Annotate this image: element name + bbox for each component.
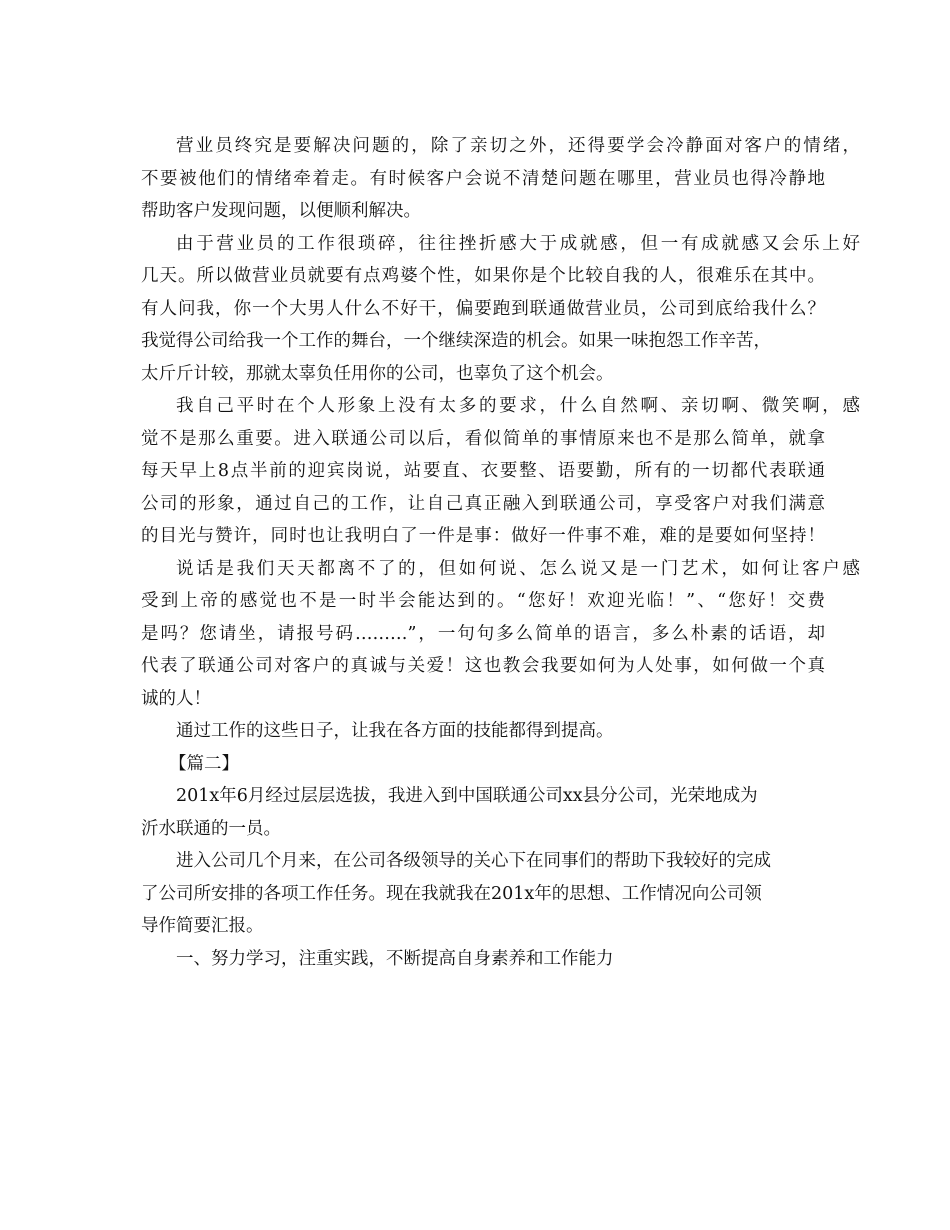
- text-line: 每天早上8点半前的迎宾岗说，站要直、衣要整、语要勤，所有的一切都代表联通: [141, 461, 825, 481]
- text-line: 有人问我，你一个大男人什么不好干，偏要跑到联通做营业员，公司到底给我什么？: [141, 298, 825, 319]
- text-line: 了公司所安排的各项工作任务。现在我就我在201x年的思想、工作情况向公司领: [141, 883, 762, 904]
- text-line: 营业员终究是要解决问题的，除了亲切之外，还得要学会冷静面对客户的情绪，: [176, 136, 860, 156]
- text-line: 觉不是那么重要。进入联通公司以后，看似简单的事情原来也不是那么简单，就拿: [141, 428, 825, 449]
- text-line: 帮助客户发现问题，以便顺利解决。: [141, 201, 421, 221]
- text-line: 几天。所以做营业员就要有点鸡婆个性，如果你是个比较自我的人，很难乐在其中。: [141, 266, 825, 286]
- text-line: 由于营业员的工作很琐碎，往往挫折感大于成就感，但一有成就感又会乐上好: [176, 233, 860, 254]
- document-body: [141, 130, 860, 975]
- section-heading: 【篇二】: [169, 753, 239, 774]
- text-line: 的目光与赞许，同时也让我明白了一件是事：做好一件事不难，难的是要如何坚持！: [141, 526, 825, 546]
- text-line: 导作简要汇报。: [141, 916, 264, 936]
- text-line: 是吗？您请坐，请报号码………”，一句句多么简单的语言，多么朴素的话语，却: [141, 623, 825, 644]
- text-line: 通过工作的这些日子，让我在各方面的技能都得到提高。: [176, 721, 614, 741]
- text-line: 诚的人！: [141, 688, 211, 709]
- text-line: 代表了联通公司对客户的真诚与关爱！这也教会我要如何为人处事，如何做一个真: [141, 656, 825, 676]
- text-line: 我自己平时在个人形象上没有太多的要求，什么自然啊、亲切啊、微笑啊，感: [176, 396, 860, 416]
- text-line: 太斤斤计较，那就太辜负任用你的公司，也辜负了这个机会。: [141, 363, 614, 384]
- text-line: 公司的形象，通过自己的工作，让自己真正融入到联通公司，享受客户对我们满意: [141, 493, 825, 514]
- text-line: 201x年6月经过层层选拔，我进入到中国联通公司xx县分公司，光荣地成为: [176, 786, 758, 806]
- text-line: 不要被他们的情绪牵着走。有时候客户会说不清楚问题在哪里，营业员也得冷静地: [141, 168, 825, 189]
- subsection-heading: 一、努力学习，注重实践，不断提高自身素养和工作能力: [176, 948, 614, 969]
- text-line: 受到上帝的感觉也不是一时半会能达到的。“您好！欢迎光临！”、“您好！交费: [141, 591, 825, 611]
- text-line: 说话是我们天天都离不了的，但如何说、怎么说又是一门艺术，如何让客户感: [176, 558, 860, 579]
- text-line: 进入公司几个月来，在公司各级领导的关心下在同事们的帮助下我较好的完成: [176, 851, 771, 871]
- text-line: 沂水联通的一员。: [141, 818, 281, 839]
- text-line: 我觉得公司给我一个工作的舞台，一个继续深造的机会。如果一味抱怨工作辛苦，: [141, 331, 771, 351]
